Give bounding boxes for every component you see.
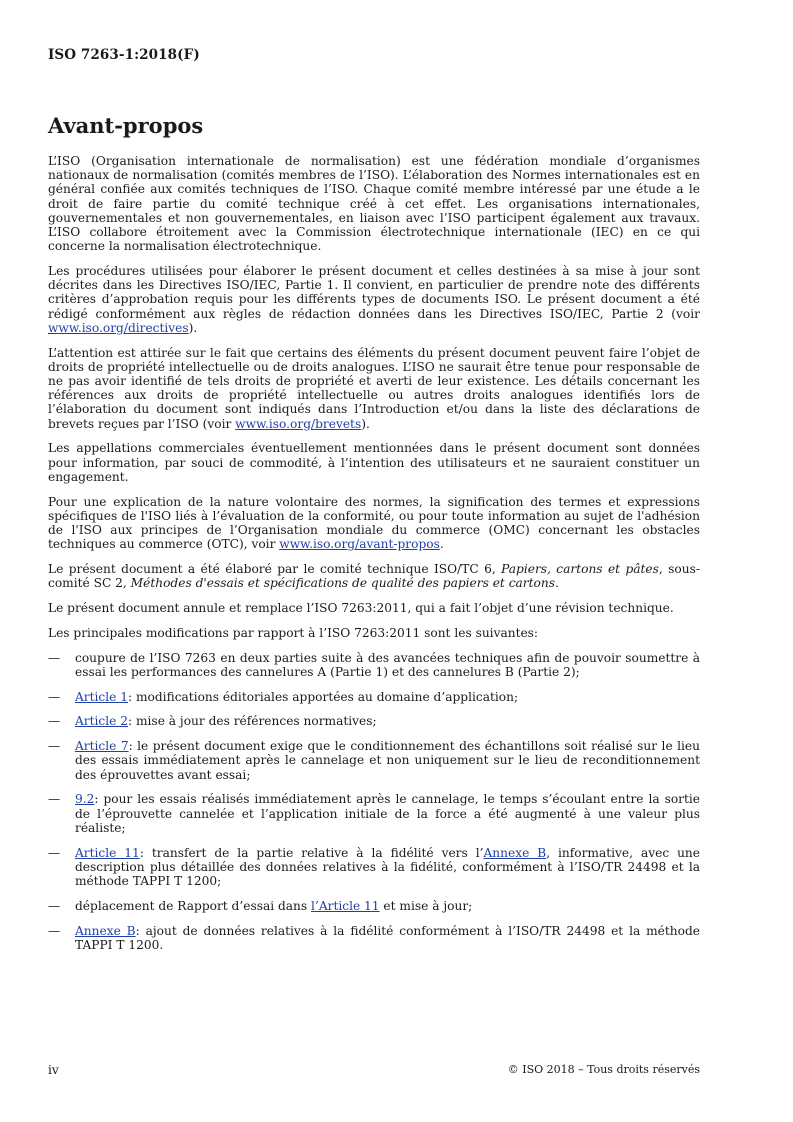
list-item-text: : pour les essais réalisés immédiatement après le cannelage, le temps s’écoulant entre la sortie de l’éprouvette cannelée et l’application initiale de la force a été augmenté à une valeur plus réaliste; [75, 792, 700, 835]
changes-list [48, 651, 700, 952]
paragraph-text: ). [361, 416, 370, 431]
paragraph: Les principales modifications par rapport à l’ISO 7263:2011 sont les suivantes: [48, 625, 539, 640]
paragraph: Les appellations commerciales éventuellement mentionnées dans le présent document sont données pour information, par souci de commodité, à l’intention des utilisateurs et ne sauraient constituer un engagement. [48, 441, 700, 484]
dash-bullet: — [48, 689, 61, 704]
list-item-text: , informative, avec une description plus détaillée des données relatives à la fidélité, conformément à l’ISO/TR 24498 et la méthode TAPPI T 1200; [75, 845, 700, 889]
subcommittee-title: Méthodes d'essais et spécifications de qualité des papiers et cartons [130, 576, 555, 591]
foreword-body [48, 154, 700, 963]
link-article-11[interactable]: Article 11 [75, 845, 140, 860]
paragraph-text: Pour une explication de la nature volontaire des normes, la signification des termes et expressions spécifiques de l'ISO liés à l’évaluation de la conformité, ou pour toute information au sujet de l'adhésion de l'ISO aux principes de l’Organisation mondiale du commerce (OMC) concernant les obstacles techniques au commerce (OTC), voir [48, 494, 700, 552]
dash-bullet: — [48, 714, 61, 729]
link-directives[interactable]: www.iso.org/directives [48, 320, 189, 335]
document-id: ISO 7263-1:2018(F) [48, 47, 200, 63]
dash-bullet: — [48, 792, 61, 807]
paragraph-text: . [554, 576, 559, 591]
page-title: Avant-propos [48, 113, 204, 138]
paragraph [48, 495, 700, 552]
list-item-text: : ajout de données relatives à la fidélité conformément à l’ISO/TR 24498 et la méthode TAPPI T 1200. [75, 923, 700, 952]
paragraph-text: Les procédures utilisées pour élaborer le présent document et celles destinées à sa mise à jour sont décrites dans les Directives ISO/IEC, Partie 1. Il convient, en particulier de prendre note des différents critères d’approbation requis pour les différents types de documents ISO. Le présent document a été rédigé conformément aux règles de rédaction données dans les Directives ISO/IEC, Partie 2 (voir [48, 264, 700, 321]
paragraph [48, 562, 700, 590]
dash-bullet: — [48, 650, 61, 665]
paragraph [48, 346, 700, 431]
dash-bullet: — [48, 898, 61, 913]
list-item-text: coupure de l’ISO 7263 en deux parties suite à des avancées techniques afin de pouvoir soumettre à essai les performances des cannelures A (Partie 1) et des cannelures B (Partie 2); [75, 650, 700, 679]
list-item-text: : mise à jour des références normatives; [128, 714, 377, 729]
copyright-notice: © ISO 2018 – Tous droits réservés [507, 1063, 700, 1076]
list-item-text: : modifications éditoriales apportées au domaine d’application; [128, 689, 519, 704]
committee-title: Papiers, cartons et pâtes [501, 562, 659, 577]
list-item-text: déplacement de Rapport d’essai dans [75, 898, 312, 913]
link-brevets[interactable]: www.iso.org/brevets [235, 416, 362, 431]
link-article-2[interactable]: Article 2 [75, 714, 128, 729]
paragraph-text: L’attention est attirée sur le fait que certains des éléments du présent document peuvent faire l’objet de droits de propriété intellectuelle ou de droits analogues. L’ISO ne saurait être tenue pour responsable de ne pas avoir identifié de tels droits de propriété et averti de leur existence. Les détails concernant les références aux droits de propriété intellectuelle ou autres droits analogues identifiés lors de l’élaboration du document sont indiqués dans l’Introduction et/ou dans la liste des déclarations de brevets reçues par l’ISO (voir [48, 345, 700, 431]
dash-bullet: — [48, 923, 61, 938]
list-item [48, 924, 700, 952]
page-number: iv [48, 1063, 59, 1077]
list-item [48, 846, 700, 889]
link-article-7[interactable]: Article 7 [75, 739, 129, 754]
paragraph-text: Le présent document a été élaboré par le comité technique ISO/TC 6, [48, 562, 502, 577]
link-article-1[interactable]: Article 1 [75, 689, 128, 704]
link-annexe-b[interactable]: Annexe B [75, 923, 136, 938]
link-annexe-b[interactable]: Annexe B [483, 845, 547, 860]
paragraph-text: ). [188, 320, 198, 335]
list-item-text: : le présent document exige que le conditionnement des échantillons soit réalisé sur le lieu des essais immédiatement après le cannelage et non uniquement sur le lieu de reconditionnement des éprouvettes avant essai; [75, 739, 700, 782]
paragraph: Le présent document annule et remplace l’ISO 7263:2011, qui a fait l’objet d’une révision technique. [48, 601, 674, 616]
list-item [48, 792, 700, 835]
dash-bullet: — [48, 739, 61, 754]
list-item [48, 714, 700, 728]
paragraph-text: . [439, 537, 444, 552]
list-item [48, 739, 700, 782]
list-item [48, 899, 700, 913]
link-article-11[interactable]: l’Article 11 [311, 898, 380, 913]
list-item [48, 690, 700, 704]
list-item-text: : transfert de la partie relative à la fidélité vers l’ [139, 845, 484, 860]
list-item-text: et mise à jour; [379, 898, 473, 913]
list-item [48, 651, 700, 679]
dash-bullet: — [48, 845, 61, 860]
paragraph: L’ISO (Organisation internationale de normalisation) est une fédération mondiale d’organismes nationaux de normalisation (comités membres de l’ISO). L’élaboration des Normes internationales est en général confiée aux comités techniques de l’ISO. Chaque comité membre intéressé par une étude a le droit de faire partie du comité technique créé à cet effet. Les organisations internationales, gouvernementales et non gouvernementales, en liaison avec l’ISO participent également aux travaux. L’ISO collabore étroitement avec la Commission électrotechnique internationale (IEC) en ce qui concerne la normalisation électrotechnique. [48, 154, 700, 254]
paragraph [48, 264, 700, 335]
link-avant-propos[interactable]: www.iso.org/avant-propos [279, 537, 440, 552]
link-clause-9-2[interactable]: 9.2 [75, 792, 95, 807]
paragraph-text: , sous-comité SC 2, [48, 562, 700, 591]
